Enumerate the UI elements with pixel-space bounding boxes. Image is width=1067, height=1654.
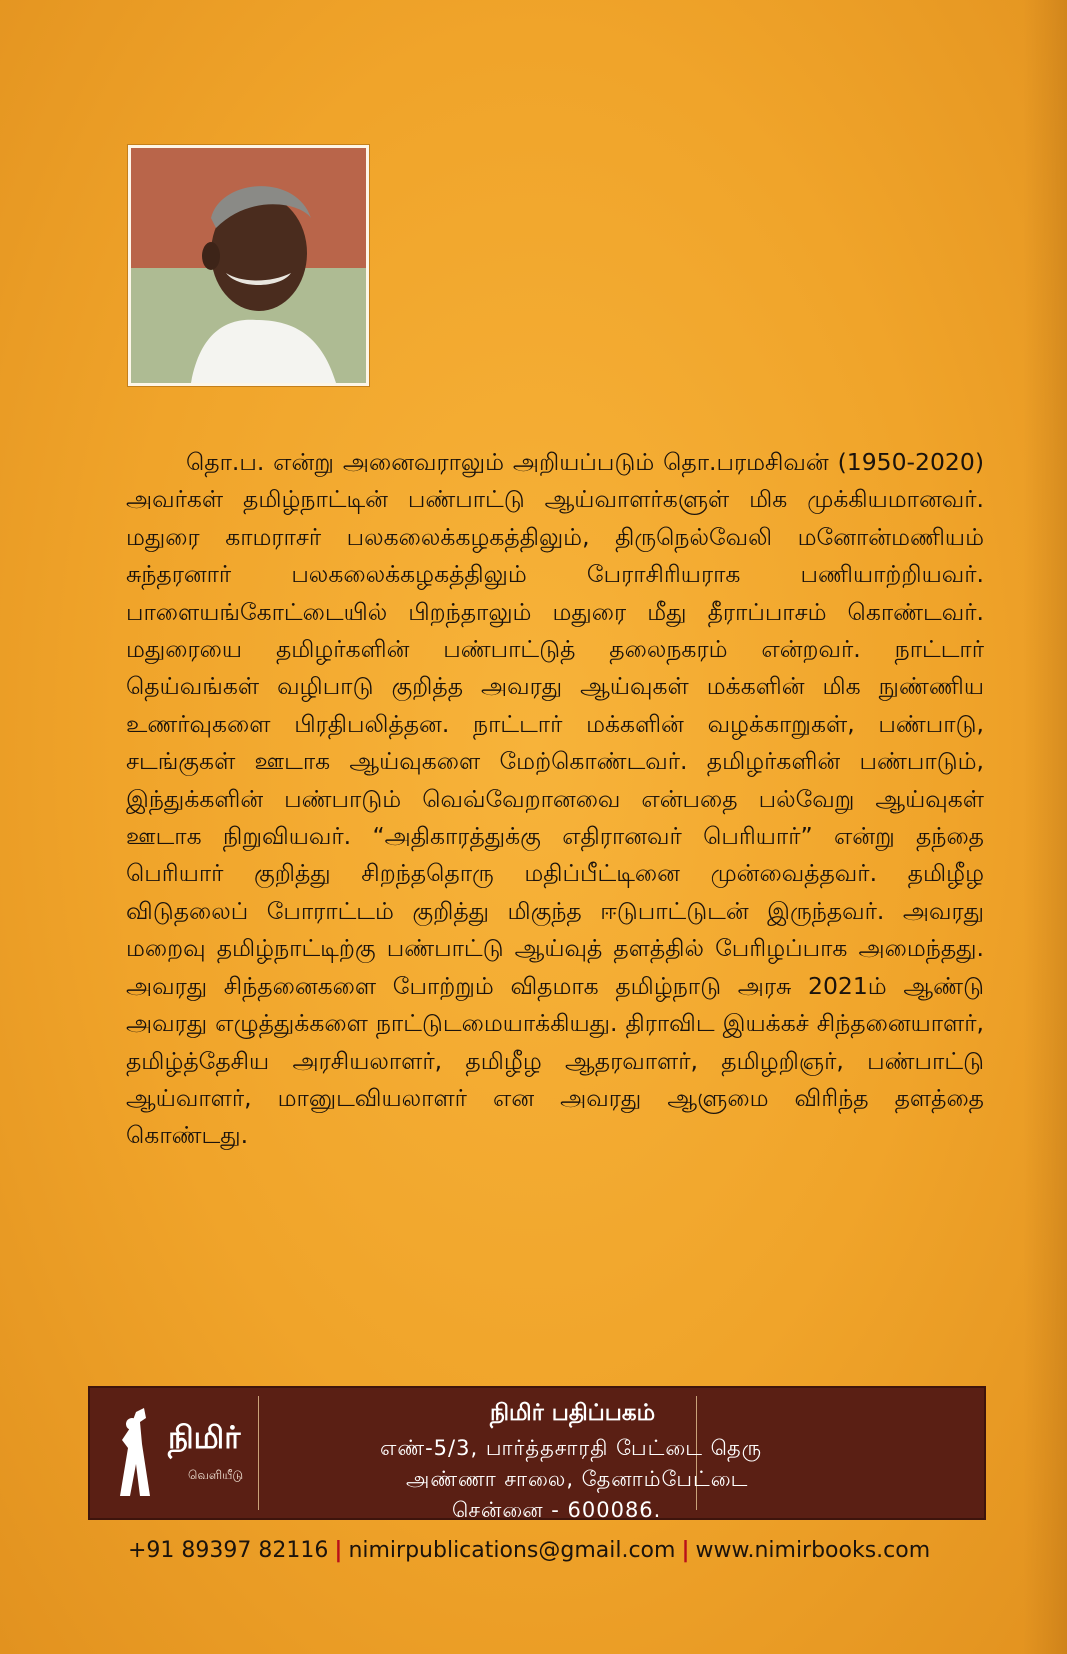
address-line-3: சென்னை - 600086.	[452, 1498, 662, 1522]
email-address: nimirpublications@gmail.com	[348, 1538, 676, 1563]
separator: |	[681, 1538, 690, 1563]
author-photo	[128, 145, 369, 386]
website: www.nimirbooks.com	[695, 1538, 931, 1563]
address-line-2: அண்ணா சாலை, தேனாம்பேட்டை	[406, 1467, 749, 1491]
separator: |	[334, 1538, 343, 1563]
left-divider	[258, 1396, 259, 1510]
publisher-logo	[106, 1404, 256, 1504]
contact-line	[128, 1538, 930, 1563]
publisher-logo-text: நிமிர்	[168, 1420, 241, 1456]
spine-shadow	[1023, 0, 1067, 1654]
phone-number: +91 89397 82116	[128, 1538, 329, 1563]
author-biography: தொ.ப. என்று அனைவராலும் அறியப்படும் தொ.பரமசிவன் (1950-2020) அவர்கள் தமிழ்நாட்டின் பண்பாட்டு ஆய்வாளர்களுள் மிக முக்கியமானவர். மதுரை காமராசர் பலகலைக்கழகத்திலும், திருநெல்வேலி மனோன்மணியம் சுந்தரனார் பலகலைக்கழகத்திலும் பேராசிரியராக பணியாற்றியவர். பாளையங்கோட்டையில் பிறந்தாலும் மதுரை மீது தீராப்பாசம் கொண்டவர். மதுரையை தமிழர்களின் பண்பாட்டுத் தலைநகரம் என்றவர். நாட்டார் தெய்வங்கள் வழிபாடு குறித்த அவரது ஆய்வுகள் மக்களின் மிக நுண்ணிய உணர்வுகளை பிரதிபலித்தன. நாட்டார் மக்களின் வழக்காறுகள், பண்பாடு, சடங்குகள் ஊடாக ஆய்வுகளை மேற்கொண்டவர். தமிழர்களின் பண்பாடும், இந்துக்களின் பண்பாடும் வெவ்வேறானவை என்பதை பல்வேறு ஆய்வுகள் ஊடாக நிறுவியவர். “அதிகாரத்துக்கு எதிரானவர் பெரியார்” என்று தந்தை பெரியார் குறித்து சிறந்ததொரு மதிப்பீட்டினை முன்வைத்தவர். தமிழீழ விடுதலைப் போராட்டம் குறித்து மிகுந்த ஈடுபாட்டுடன் இருந்தவர். அவரது மறைவு தமிழ்நாட்டிற்கு பண்பாட்டு ஆய்வுத் தளத்தில் பேரிழப்பாக அமைந்தது. அவரது சிந்தனைகளை போற்றும் விதமாக தமிழ்நாடு அரசு 2021ம் ஆண்டு அவரது எழுத்துக்களை நாட்டுடமையாக்கியது. திராவிட இயக்கச் சிந்தனையாளர், தமிழ்த்தேசிய அரசியலாளர், தமிழீழ ஆதரவாளர், தமிழறிஞர், பண்பாட்டு ஆய்வாளர், மானுடவியலாளர் என அவரது ஆளுமை விரிந்த தளத்தை கொண்டது.	[126, 448, 984, 1150]
publisher-info	[380, 1400, 800, 1526]
publisher-logo-subtitle: வெளியீடு	[188, 1468, 244, 1482]
author-portrait-illustration	[131, 148, 366, 383]
address-line-1: எண்-5/3, பார்த்தசாரதி பேட்டை தெரு	[380, 1436, 763, 1460]
raised-fist-figure-icon	[106, 1404, 166, 1504]
publisher-name: நிமிர் பதிப்பகம்	[490, 1400, 656, 1426]
publisher-box	[88, 1386, 986, 1520]
